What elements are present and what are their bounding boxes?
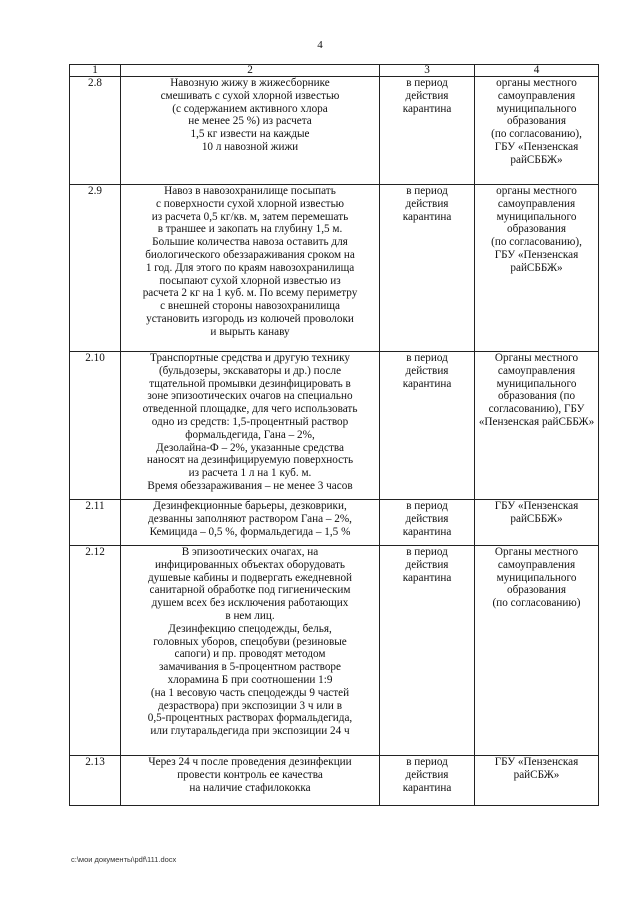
responsible-cell-line: ГБУ «Пензенская <box>494 248 579 261</box>
period-cell <box>380 352 475 500</box>
measure-text-line: душем всех без исключения работающих <box>151 597 349 610</box>
measure-text-line: с поверхности сухой хлорной известью <box>155 197 345 210</box>
table-header-row <box>70 65 599 77</box>
column-header: 3 <box>380 65 475 77</box>
measure-text-line: из расчета 0,5 кг/кв. м, затем перемешать <box>151 210 349 223</box>
table-row <box>70 185 599 352</box>
measure-text-line: из расчета 1 л на 1 куб. м. <box>188 467 312 480</box>
measure-text-line: Дезинфекционные барьеры, дезковрики, <box>153 500 347 512</box>
measure-text-line: в траншее и закопать на глубину 1,5 м. <box>157 223 343 236</box>
measure-text-line: Навоз в навозохранилище посыпать <box>164 185 336 197</box>
responsible-cell <box>475 500 599 546</box>
responsible-cell-line: (по согласованию) <box>492 597 581 610</box>
period-cell-line: действия <box>405 558 449 571</box>
period-cell-line: в период <box>406 756 448 768</box>
measure-text-line: или глутаральдегида при экспозиции 24 ч <box>150 725 350 738</box>
responsible-cell-line: «Пензенская райСББЖ» <box>478 415 595 428</box>
row-number: 2.10 <box>70 352 121 500</box>
responsible-cell-line: самоуправления <box>497 89 576 102</box>
period-cell-line: карантина <box>402 210 452 223</box>
responsible-cell-line: райСБЖ» <box>513 768 560 781</box>
measure-text-line: 0,5-процентных растворах формальдегида, <box>147 712 353 725</box>
measure-text-line: инфицированных объектах оборудовать <box>154 558 346 571</box>
responsible-cell-line: муниципального <box>496 210 577 223</box>
table-row <box>70 756 599 806</box>
measure-text-line: посыпают сухой хлорной известью из <box>159 274 341 287</box>
table-body <box>70 65 599 806</box>
responsible-cell-line: райСББЖ» <box>510 153 563 166</box>
responsible-cell-line: согласованию), ГБУ <box>488 403 585 416</box>
period-cell-line: в период <box>406 546 448 558</box>
responsible-cell-line: образования <box>506 115 566 128</box>
responsible-cell-line: самоуправления <box>497 364 576 377</box>
measure-text-line: (бульдозеры, экскаваторы и др.) после <box>158 364 342 377</box>
measure-text-line: 1 год. Для этого по краям навозохранилища <box>145 261 355 274</box>
responsible-cell-line: самоуправления <box>497 197 576 210</box>
responsible-cell-line: райСББЖ» <box>510 261 563 274</box>
measure-text-line: с внешней стороны навозохранилища <box>160 300 340 313</box>
page-number: 4 <box>317 39 323 51</box>
measure-text-line: и вырыть канаву <box>210 325 290 338</box>
measure-text-line: 1,5 кг извести на каждые <box>190 128 310 141</box>
responsible-cell-line: райСББЖ» <box>510 512 563 525</box>
row-number: 2.8 <box>70 77 121 185</box>
measure-text-line: установить изгородь из колючей проволоки <box>146 312 354 325</box>
responsible-cell-line: муниципального <box>496 571 577 584</box>
measure-text <box>121 546 380 756</box>
period-cell-line: карантина <box>402 102 452 115</box>
responsible-cell-line: (по согласованию), <box>491 236 582 249</box>
period-cell-line: действия <box>405 197 449 210</box>
period-cell-line: в период <box>406 185 448 197</box>
responsible-cell-line: муниципального <box>496 102 577 115</box>
period-cell <box>380 77 475 185</box>
period-cell <box>380 546 475 756</box>
measure-text-line: Дезинфекцию спецодежды, белья, <box>168 622 332 635</box>
period-cell-line: действия <box>405 768 449 781</box>
measure-text-line: Кемицида – 0,5 %, формальдегида – 1,5 % <box>149 525 351 538</box>
measure-text-line: хлорамина Б при соотношении 1:9 <box>167 673 333 686</box>
responsible-cell-line: органы местного <box>496 77 577 89</box>
measure-text-line: биологического обеззараживания сроком на <box>145 248 355 261</box>
measure-text-line: дезраствора) при экспозиции 3 ч или в <box>158 699 342 712</box>
responsible-cell-line: органы местного <box>496 185 577 197</box>
measure-text-line: смешивать с сухой хлорной известью <box>160 89 340 102</box>
responsible-cell <box>475 546 599 756</box>
measure-text <box>121 185 380 352</box>
measure-text-line: в нем лиц. <box>225 609 275 622</box>
responsible-cell-line: ГБУ «Пензенская <box>494 140 579 153</box>
row-number: 2.12 <box>70 546 121 756</box>
measure-text <box>121 77 380 185</box>
column-header: 4 <box>475 65 599 77</box>
responsible-cell <box>475 185 599 352</box>
responsible-cell <box>475 756 599 806</box>
period-cell-line: в период <box>406 500 448 512</box>
table-row <box>70 546 599 756</box>
measure-text-line: (с содержанием активного хлора <box>172 102 328 115</box>
measure-text-line: дезванны заполняют раствором Гана – 2%, <box>148 512 352 525</box>
period-cell-line: карантина <box>402 377 452 390</box>
measure-text-line: Через 24 ч после проведения дезинфекции <box>148 756 352 768</box>
period-cell-line: действия <box>405 364 449 377</box>
row-number: 2.9 <box>70 185 121 352</box>
measures-table <box>69 64 599 806</box>
responsible-cell-line: образования <box>506 223 566 236</box>
measure-text-line: отведенной площадке, для чего использовать <box>142 403 358 416</box>
period-cell-line: в период <box>406 352 448 364</box>
period-cell-line: действия <box>405 89 449 102</box>
measure-text-line: Транспортные средства и другую технику <box>150 352 350 364</box>
measure-text-line: замачивания в 5-процентном растворе <box>159 661 341 674</box>
measure-text-line: расчета 2 кг на 1 куб. м. По всему периметру <box>142 287 358 300</box>
measure-text-line: душевые кабины и подвергать ежедневной <box>147 571 353 584</box>
measure-text-line: Большие количества навоза оставить для <box>152 236 348 249</box>
period-cell <box>380 185 475 352</box>
measure-text-line: наносят на дезинфицируемую поверхность <box>146 454 354 467</box>
measure-text-line: формальдегида, Гана – 2%, <box>185 428 315 441</box>
measure-text-line: на наличие стафилококка <box>189 781 311 794</box>
file-path-footer: c:\мои документы\pdf\111.docx <box>71 855 177 864</box>
responsible-cell <box>475 352 599 500</box>
period-cell-line: карантина <box>402 525 452 538</box>
responsible-cell-line: ГБУ «Пензенская <box>494 500 579 512</box>
responsible-cell-line: Органы местного <box>494 546 579 558</box>
responsible-cell-line: (по согласованию), <box>491 128 582 141</box>
measure-text-line: 10 л навозной жижи <box>201 140 299 153</box>
table-row <box>70 500 599 546</box>
period-cell <box>380 756 475 806</box>
measure-text-line: тщательной промывки дезинфицировать в <box>149 377 351 390</box>
measure-text-line: зоне эпизоотических очагов на специально <box>147 390 353 403</box>
measure-text <box>121 500 380 546</box>
table-row <box>70 352 599 500</box>
column-header: 1 <box>70 65 121 77</box>
row-number: 2.13 <box>70 756 121 806</box>
measure-text-line: санитарной обработке под гигиеническим <box>149 584 351 597</box>
period-cell <box>380 500 475 546</box>
measure-text-line: Навозную жижу в жижесборнике <box>170 77 330 89</box>
responsible-cell <box>475 77 599 185</box>
responsible-cell-line: самоуправления <box>497 558 576 571</box>
period-cell-line: карантина <box>402 781 452 794</box>
measure-text-line: В эпизоотических очагах, на <box>181 546 319 558</box>
measure-text <box>121 352 380 500</box>
column-header: 2 <box>121 65 380 77</box>
period-cell-line: действия <box>405 512 449 525</box>
measure-text-line: провести контроль ее качества <box>177 768 323 781</box>
measure-text-line: сапоги) и пр. проводят методом <box>174 648 326 661</box>
measure-text-line: головных уборов, спецобуви (резиновые <box>153 635 347 648</box>
measure-text-line: Время обеззараживания – не менее 3 часов <box>147 479 353 492</box>
table-row <box>70 77 599 185</box>
responsible-cell-line: образования <box>506 584 566 597</box>
measure-text-line: (на 1 весовую часть спецодежды 9 частей <box>150 686 350 699</box>
responsible-cell-line: ГБУ «Пензенская <box>494 756 579 768</box>
measure-text <box>121 756 380 806</box>
period-cell-line: карантина <box>402 571 452 584</box>
responsible-cell-line: Органы местного <box>494 352 579 364</box>
row-number: 2.11 <box>70 500 121 546</box>
measure-text-line: Дезолайна-Ф – 2%, указанные средства <box>156 441 344 454</box>
period-cell-line: в период <box>406 77 448 89</box>
responsible-cell-line: муниципального <box>496 377 577 390</box>
responsible-cell-line: образования (по <box>497 390 576 403</box>
measure-text-line: одно из средств: 1,5-процентный раствор <box>151 415 349 428</box>
measure-text-line: не менее 25 %) из расчета <box>188 115 312 128</box>
